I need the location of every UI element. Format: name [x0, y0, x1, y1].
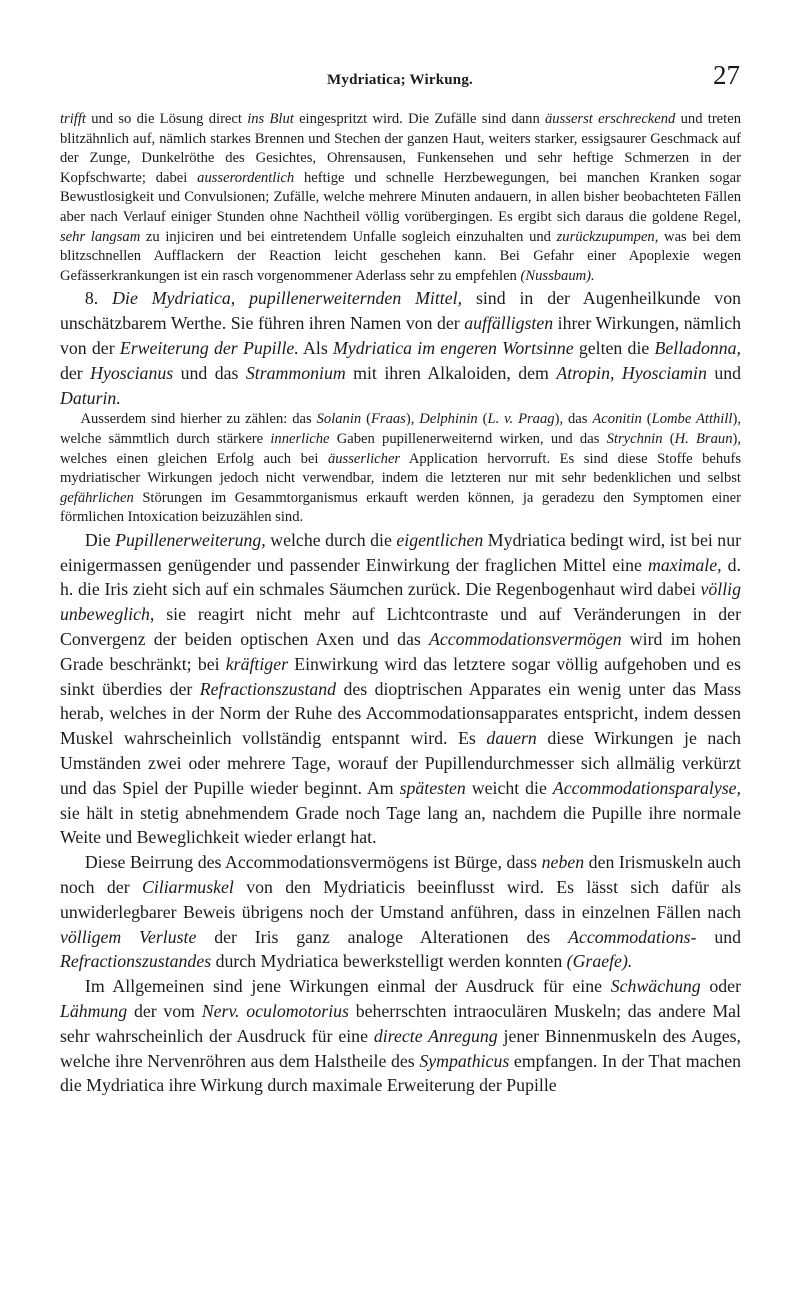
text-run: Im Allgemeinen sind jene Wirkungen einmal der Ausdruck für eine — [84, 976, 611, 997]
italic-run: völlig unbeweglich, — [60, 579, 741, 625]
italic-run: dauern — [486, 728, 537, 749]
paragraph-accommodation — [60, 850, 741, 974]
page-header — [60, 62, 740, 98]
italic-run: Hyoscianus — [90, 362, 174, 383]
italic-run: zurückzupumpen, — [556, 228, 659, 245]
italic-run: Atropin, Hyosciamin — [556, 362, 707, 383]
italic-run: ausserordentlich — [197, 169, 295, 186]
italic-run: directe Anregung — [373, 1025, 498, 1046]
text-run: und das — [173, 362, 246, 383]
text-run: der vom — [127, 1001, 202, 1022]
italic-run: Pupillenerweiterung, — [115, 529, 266, 550]
text-run: des dioptrischen Apparates ein wenig unter das Mass herab, welches in der Norm der Ruhe des Accommodationsapparates entspricht, indem dessen Muskel wahrscheinlich vollständig entspannt wird. Es — [60, 678, 741, 749]
italic-run: völligem Verluste — [60, 926, 197, 947]
italic-run: innerliche — [270, 430, 330, 447]
italic-run: (Graefe). — [566, 951, 633, 972]
paragraph-other-mydriatic-substances — [60, 410, 741, 528]
text-run: von den Mydriaticis beeinflusst wird. Es lässt sich dafür als unwiderlegbarer Beweis übrigens noch der Umstand anführen, dass in einzelnen Fällen nach — [60, 877, 741, 922]
text-run: ), das — [554, 411, 593, 428]
italic-run: Erweiterung der Pupille. — [119, 337, 299, 358]
text-run: ), welche sämmtlich durch stärkere — [60, 411, 741, 447]
text-run: der — [60, 362, 91, 383]
text-run: weicht die — [465, 777, 553, 798]
text-run: Gaben pupillenerweiternd wirken, und das — [329, 430, 607, 447]
text-run: empfangen. In der That machen die Mydriatica ihre Wirkung durch maximale Erweiterung der Pupille — [60, 1050, 742, 1096]
text-run: der Iris ganz analoge Alterationen des — [196, 926, 569, 947]
italic-run: Aconitin — [592, 411, 642, 428]
italic-run: Lombe Atthill — [651, 411, 733, 428]
italic-run: Mydriatica im engeren Wortsinne — [333, 337, 574, 358]
text-run: und so die Lösung direct — [85, 111, 248, 127]
text-run: Diese Beirrung des Accommodationsvermögens ist Bürge, dass — [84, 852, 542, 873]
text-run: diese Wirkungen je nach Umständen zwei oder mehrere Tage, worauf der Pupillendurchmesser sich allmälig verkürzt und das Spiel der Pupille wieder beginnt. Am — [60, 728, 741, 798]
text-run: zu injiciren und bei eintretendem Unfalle sogleich einzuhalten und — [140, 228, 557, 245]
italic-run: Solanin — [316, 411, 362, 428]
italic-run: trifft — [60, 111, 86, 127]
text-run: ( — [477, 411, 488, 428]
text-run: ( — [662, 430, 675, 447]
text-run: Störungen im Gesammtorganismus erkauft werden können, ja geradezu den Symptomen einer förmlichen Intoxication beizuzählen sind. — [60, 489, 741, 526]
text-run: sie reagirt nicht mehr auf Lichtcontraste und auf Veränderungen in der Convergenz der beiden optischen Axen und das — [60, 604, 741, 650]
italic-run: Accommodationsparalyse, — [552, 777, 741, 798]
text-run: Einwirkung wird das letztere sogar völlig aufgehoben und es sinkt überdies der — [60, 653, 741, 699]
italic-run: Refractionszustand — [199, 678, 337, 699]
text-run: heftige und schnelle Herzbewegungen, bei manchen Kranken sogar Bewustlosigkeit und Convulsionen; Zufälle, welche mehrere Minuten andauern, in allen bisher beobachteten Fällen aber nach Verlauf einiger Stunden ohne Nachtheil völlig vorübergingen. Es ergibt sich daraus die goldene Regel, — [60, 169, 741, 225]
text-run: und — [706, 362, 741, 383]
italic-run: Delphinin — [419, 411, 478, 428]
text-run: Mydriatica bedingt wird, ist bei nur einigermassen genügender und passender Einwirkung der fraglichen Mittel eine — [60, 529, 742, 575]
page-number: 27 — [713, 60, 740, 90]
text-run: gelten die — [573, 337, 655, 358]
text-run: ihrer Wirkungen, nämlich von der — [60, 313, 741, 358]
text-run: Application hervorruft. Es sind diese Stoffe behufs mydriatischer Wirkungen jedoch nicht verwendbar, indem die letzteren nur mit sehr bedenklichen und selbst — [60, 450, 742, 487]
italic-run: Daturin. — [60, 387, 121, 408]
text-run: welche durch die — [265, 529, 397, 550]
text-run: oder — [700, 976, 741, 997]
italic-run: gefährlichen — [60, 489, 134, 506]
italic-run: auffälligsten — [464, 313, 554, 334]
italic-run: Accommodations- — [568, 926, 697, 947]
italic-run: äusserst erschreckend — [545, 111, 676, 127]
italic-run: maximale, — [648, 554, 722, 575]
text-run: und treten blitzähnlich auf, nämlich starkes Brennen und Stechen der ganzen Haut, weiters starker, essigsaurer Geschmack auf der Zunge, Dunkelröthe des Gesichtes, Ohrensausen, Funkensehen und sehr heftige Schmerzen in der Kopfschwarte; dabei — [60, 111, 741, 186]
text-run: ( — [361, 411, 371, 428]
italic-run: eigentlichen — [396, 529, 484, 550]
italic-run: äusserlicher — [327, 450, 401, 467]
italic-run: Accommodationsvermögen — [429, 629, 622, 650]
text-run: eingespritzt wird. Die Zufälle sind dann — [293, 111, 545, 127]
italic-run: kräftiger — [225, 653, 289, 674]
body-text — [60, 110, 741, 1098]
paragraph-pupil-dilation — [60, 528, 741, 850]
text-run: ), — [405, 411, 420, 428]
italic-run: H. Braun — [674, 430, 733, 447]
paragraph-injection-accidents — [60, 110, 741, 286]
text-run: beherrschten intraoculären Muskeln; das andere Mal sehr wahrscheinlich der Ausdruck für eine — [60, 1001, 741, 1046]
text-run: Ausserdem sind hierher zu zählen: das — [80, 411, 317, 428]
italic-run: (Nussbaum). — [520, 267, 595, 284]
text-run: den Irismuskeln auch noch der — [60, 852, 741, 898]
italic-run: ins Blut — [247, 111, 294, 127]
italic-run: Lähmung — [60, 1001, 128, 1022]
italic-run: L. v. Praag — [487, 411, 555, 428]
text-run: mit ihren Alkaloiden, dem — [345, 362, 557, 383]
italic-run: Die Mydriatica, pupillenerweiternden Mittel, — [112, 288, 463, 309]
text-run: jener Binnenmuskeln des Auges, welche ihre Nervenröhren aus dem Halstheile des — [60, 1025, 741, 1071]
italic-run: Refractionszustandes — [60, 951, 212, 972]
text-run: was bei dem blitzschnellen Aufflackern der Reaction leicht geschehen kann. Bei Gefahr einer Apoplexie wegen Gefässerkrankungen ist ein rasch vorgenommener Aderlass sehr zu empfehlen — [60, 228, 741, 284]
text-run: und — [696, 926, 741, 947]
text-run: Die — [84, 529, 116, 550]
italic-run: Strychnin — [606, 430, 663, 447]
text-run: d. h. die Iris zieht sich auf ein schmales Säumchen zurück. Die Regenbogenhaut wird dabei — [60, 554, 741, 600]
text-run: ( — [641, 411, 652, 428]
italic-run: spätesten — [399, 777, 466, 798]
text-run: wird im hohen Grade beschränkt; bei — [60, 629, 741, 674]
text-run: Als — [298, 337, 333, 358]
running-head: Mydriatica; Wirkung. — [327, 72, 473, 88]
italic-run: Ciliarmuskel — [141, 877, 234, 898]
italic-run: Nerv. oculomotorius — [201, 1001, 349, 1022]
paragraph-mydriatica-definition — [60, 286, 741, 410]
text-run: sie hält in stetig abnehmendem Grade noch Tage lang an, nachdem die Pupille ihre normale Weite und Beweglichkeit wieder erlangt hat. — [60, 802, 741, 848]
text-run: sind in der Augenheilkunde von unschätzbarem Werthe. Sie führen ihren Namen von der — [60, 288, 741, 334]
italic-run: Strammonium — [245, 362, 346, 383]
italic-run: Fraas — [370, 411, 406, 428]
text-run: ), welches einen gleichen Erfolg auch bei — [60, 430, 742, 467]
paragraph-general-effects — [60, 974, 741, 1098]
italic-run: Sympathicus — [419, 1050, 510, 1071]
italic-run: sehr langsam — [60, 228, 141, 245]
italic-run: Schwächung — [610, 976, 701, 997]
italic-run: Belladonna, — [654, 337, 741, 358]
text-run: durch Mydriatica bewerkstelligt werden konnten — [211, 951, 567, 972]
text-run: 8. — [84, 288, 113, 309]
italic-run: neben — [541, 852, 585, 873]
